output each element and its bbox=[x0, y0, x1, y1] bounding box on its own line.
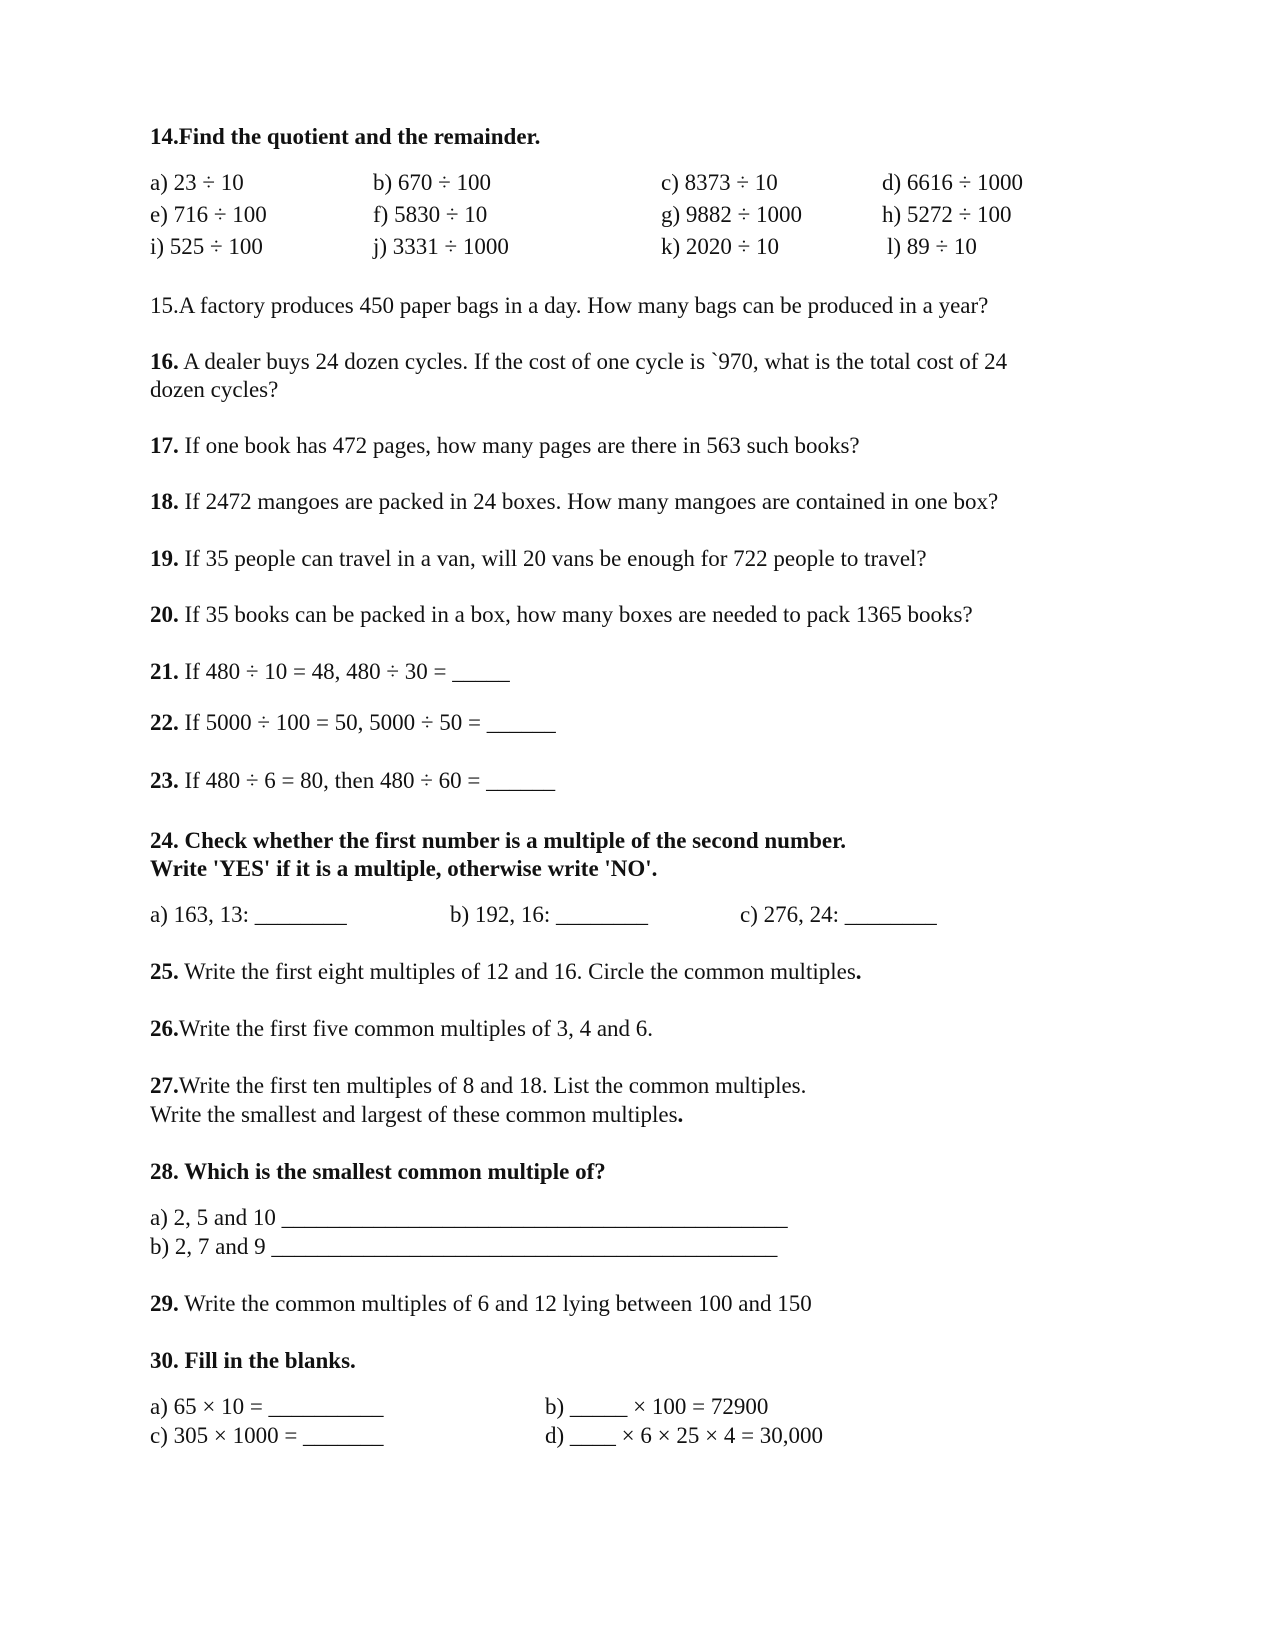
q22-text: If 5000 ÷ 100 = 50, 5000 ÷ 50 = ______ bbox=[178, 710, 556, 735]
q27-line1 bbox=[150, 1072, 806, 1100]
q30-item-c: c) 305 × 1000 = _______ bbox=[150, 1423, 384, 1448]
q30-heading: 30. Fill in the blanks. bbox=[150, 1348, 356, 1373]
q16-text: A dealer buys 24 dozen cycles. If the cost of one cycle is `970, what is the total cost of 24 bbox=[178, 349, 1008, 374]
q24-heading-line2: Write 'YES' if it is a multiple, otherwise write 'NO'. bbox=[150, 856, 658, 881]
q18-line bbox=[150, 488, 998, 516]
q29-text: Write the common multiples of 6 and 12 lying between 100 and 150 bbox=[178, 1291, 812, 1316]
q20-line bbox=[150, 601, 973, 629]
q16-line2: dozen cycles? bbox=[150, 377, 279, 402]
q15-text: 15.A factory produces 450 paper bags in a day. How many bags can be produced in a year? bbox=[150, 293, 989, 318]
q14-item-k: k) 2020 ÷ 10 bbox=[661, 234, 780, 259]
q17-number: 17. bbox=[150, 433, 179, 458]
q27-text: Write the first ten multiples of 8 and 18. List the common multiples. bbox=[178, 1073, 807, 1098]
q14-item-a: a) 23 ÷ 10 bbox=[150, 170, 244, 195]
q14-item-j: j) 3331 ÷ 1000 bbox=[373, 234, 509, 259]
q20-text: If 35 books can be packed in a box, how many boxes are needed to pack 1365 books? bbox=[178, 602, 973, 627]
q26-text: Write the first five common multiples of 3, 4 and 6. bbox=[178, 1016, 654, 1041]
q24-item-b: b) 192, 16: ________ bbox=[450, 902, 649, 927]
q27-text2: Write the smallest and largest of these common multiples bbox=[150, 1102, 678, 1127]
q25-number: 25. bbox=[150, 959, 179, 984]
q25-line bbox=[150, 958, 862, 986]
q26-number: 26. bbox=[150, 1016, 179, 1041]
q14-item-i: i) 525 ÷ 100 bbox=[150, 234, 263, 259]
q14-item-f: f) 5830 ÷ 10 bbox=[373, 202, 488, 227]
q25-text: Write the first eight multiples of 12 and 16. Circle the common multiples bbox=[178, 959, 856, 984]
q19-text: If 35 people can travel in a van, will 20 vans be enough for 722 people to travel? bbox=[178, 546, 927, 571]
q14-item-b: b) 670 ÷ 100 bbox=[373, 170, 492, 195]
q29-line bbox=[150, 1290, 812, 1318]
q29-number: 29. bbox=[150, 1291, 179, 1316]
q30-item-d: d) ____ × 6 × 25 × 4 = 30,000 bbox=[545, 1423, 824, 1448]
q14-item-g: g) 9882 ÷ 1000 bbox=[661, 202, 803, 227]
q30-item-a: a) 65 × 10 = __________ bbox=[150, 1394, 384, 1419]
q14-item-e: e) 716 ÷ 100 bbox=[150, 202, 267, 227]
q18-text: If 2472 mangoes are packed in 24 boxes. How many mangoes are contained in one box? bbox=[178, 489, 999, 514]
q16-number: 16. bbox=[150, 349, 179, 374]
q22-number: 22. bbox=[150, 710, 179, 735]
q27-period: . bbox=[677, 1102, 684, 1127]
q30-item-b: b) _____ × 100 = 72900 bbox=[545, 1394, 769, 1419]
q23-number: 23. bbox=[150, 768, 179, 793]
q21-number: 21. bbox=[150, 659, 179, 684]
q23-line bbox=[150, 767, 555, 795]
q19-number: 19. bbox=[150, 546, 179, 571]
q18-number: 18. bbox=[150, 489, 179, 514]
q28-item-a: a) 2, 5 and 10 ____________________________________________ bbox=[150, 1205, 788, 1230]
q27-line2 bbox=[150, 1101, 683, 1129]
q21-text: If 480 ÷ 10 = 48, 480 ÷ 30 = _____ bbox=[178, 659, 510, 684]
q19-line bbox=[150, 545, 927, 573]
q25-period: . bbox=[855, 959, 862, 984]
q24-heading-line1: 24. Check whether the first number is a multiple of the second number. bbox=[150, 828, 846, 853]
q26-line bbox=[150, 1015, 653, 1043]
q24-item-c: c) 276, 24: ________ bbox=[740, 902, 937, 927]
q14-item-l: l) 89 ÷ 10 bbox=[887, 234, 977, 259]
q28-item-b: b) 2, 7 and 9 ____________________________________________ bbox=[150, 1234, 778, 1259]
q23-text: If 480 ÷ 6 = 80, then 480 ÷ 60 = ______ bbox=[178, 768, 556, 793]
q17-line bbox=[150, 432, 860, 460]
q22-line bbox=[150, 709, 556, 737]
q14-heading: 14.Find the quotient and the remainder. bbox=[150, 124, 541, 149]
q24-item-a: a) 163, 13: ________ bbox=[150, 902, 347, 927]
q21-line bbox=[150, 658, 510, 686]
q16-line1 bbox=[150, 348, 1007, 376]
q20-number: 20. bbox=[150, 602, 179, 627]
q17-text: If one book has 472 pages, how many pages are there in 563 such books? bbox=[178, 433, 860, 458]
q14-item-c: c) 8373 ÷ 10 bbox=[661, 170, 778, 195]
q27-number: 27. bbox=[150, 1073, 179, 1098]
q14-item-h: h) 5272 ÷ 100 bbox=[882, 202, 1012, 227]
q14-item-d: d) 6616 ÷ 1000 bbox=[882, 170, 1024, 195]
q28-heading: 28. Which is the smallest common multiple of? bbox=[150, 1159, 606, 1184]
